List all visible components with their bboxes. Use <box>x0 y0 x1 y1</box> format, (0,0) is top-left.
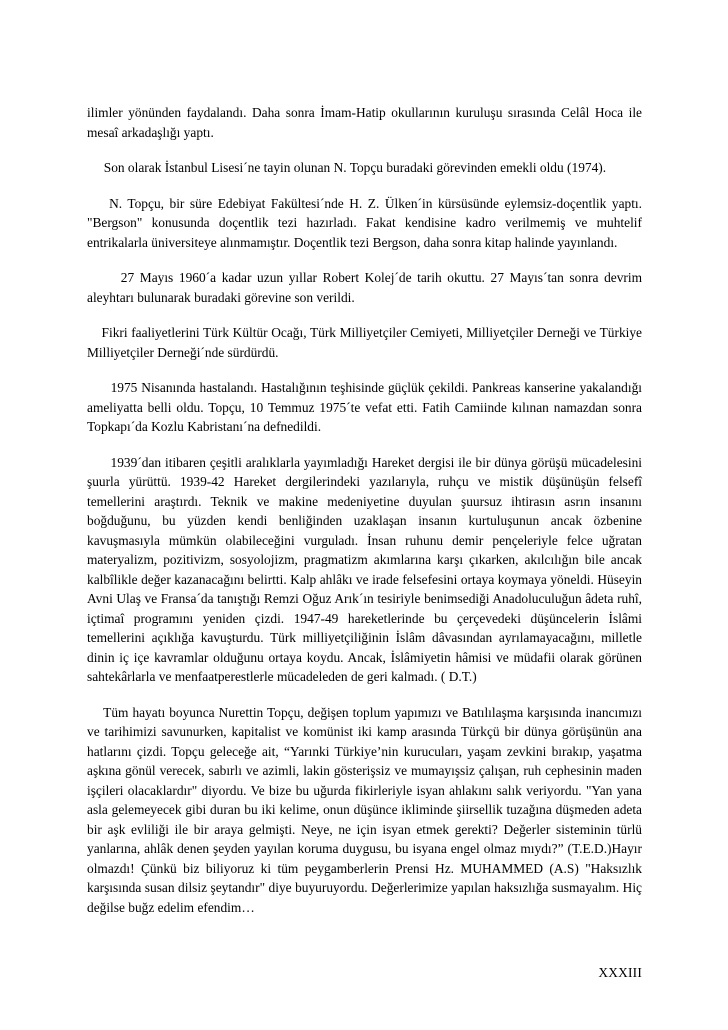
paragraph-spacer <box>87 252 642 268</box>
paragraph-8: Tüm hayatı boyunca Nurettin Topçu, değişen toplum yapımızı ve Batılılaşma karşısında inancımızı ve tarihimizi savunurken, kapitalist ve komünist iki kamp arasında Türkçü bir dünya görüşünün ana hatlarını çizdi. Topçu geleceğe ait, “Yarınki Türkiye’nin kurucuları, yaşam zevkini bırakıp, yaşatma aşkına gönül verecek, sabırlı ve azimli, lakin gösterişsiz ve mumayışsiz çalışan, ruh cephesinin maden işçileri olacaklardır" diyordu. Ve bize bu uğurda fikirleriyle isyan ahlakını salık veriyordu. "Yan yana asla gelemeyecek gibi duran bu iki kelime, onun düşünce ikliminde şiirsellik tuzağına düşmeden adeta bir aşk evliliği ile bir araya gelmişti. Neye, ne için isyan etmek gerekti? Değerler sisteminin türlü yanlarına, ahlâk denen şeyden yayılan koruma duygusu, bu isyana engel olmaz mıydı?” (T.E.D.)Hayır olmazdı! Çünkü biz biliyoruz ki tüm peygamberlerin Prensi Hz. MUHAMMED (A.S) "Haksızlık karşısında susan dilsiz şeytandır" diye buyuruyordu. Değerlerimize yapılan haksızlığa susmayalım. Hiç değilse buğz edelim efendim… <box>87 704 646 915</box>
paragraph-1: ilimler yönünden faydalandı. Daha sonra İmam-Hatip okullarının kuruluşu sırasında Celâl Hoca ile mesaî arkadaşlığı yaptı. <box>87 105 646 140</box>
paragraph-6: 1975 Nisanında hastalandı. Hastalığının teşhisinde güçlük çekildi. Pankreas kanserine yakalandığı ameliyatta belli oldu. Topçu, 10 Temmuz 1975´te vefat etti. Fatih Camiinde kılınan namazdan sonra Topkapı´da Kozlu Kabristanı´na defnedildi. <box>87 380 646 434</box>
paragraph-spacer <box>87 437 642 453</box>
paragraph-spacer <box>87 142 642 158</box>
paragraph-5: Fikri faaliyetlerini Türk Kültür Ocağı, Türk Milliyetçiler Cemiyeti, Milliyetçiler Derneği ve Türkiye Milliyetçiler Derneği´nde sürdürdü. <box>87 325 646 360</box>
paragraph-spacer <box>87 307 642 323</box>
paragraph-7: 1939´dan itibaren çeşitli aralıklarla yayımladığı Hareket dergisi ile bir dünya görüşü mücadelesini şuurla yürüttü. 1939-42 Hareket dergilerindeki yazılarıyla, ruhçu ve mistik düşünüşün felsefî temellerini araştırdı. Teknik ve makine medeniyetine duyulan şuursuz ihtirasın asrın insanını boğduğunu, bu yüzden kendi benliğinden uzaklaşan insanın kurtuluşunun ancak özbenine kavuşmasıyla mümkün olabileceğini vurguladı. İnsan ruhunu demir pençeleriyle felce uğratan materyalizm, pozitivizm, sosyolojizm, pragmatizm akımlarına karşı çıkarken, akılcılığın bile ancak kalbîlikle değer kazanacağını belirtti. Kalp ahlâkı ve irade felsefesini ortaya koymaya yöneldi. Hüseyin Avni Ulaş ve Fransa´da tanıştığı Remzi Oğuz Arık´ın tesiriyle benimsediği Anadoluculuğun âdeta ruhî, içtimaî programını yeniden çizdi. 1947-49 hareketlerinde bu çerçevedeki düşüncelerin İslâmi temellerini açıklığa kavuşturdu. Türk milliyetçiliğinin İslâm dâvasından ayrılamayacağını, milletle dinin iç içe kavramlar olduğunu ortaya koydu. Ancak, İslâmiyetin hâmisi ve müdafii olarak görünen sahtekârlarla ve menfaatperestlerle mücadeleden de geri kalmadı. ( D.T.) <box>87 454 646 684</box>
paragraph-spacer <box>87 362 642 378</box>
page-body <box>87 103 646 917</box>
page-number: XXXIII <box>598 965 642 980</box>
paragraph-4: 27 Mayıs 1960´a kadar uzun yıllar Robert Kolej´de tarih okuttu. 27 Mayıs´tan sonra devrim aleyhtarı bulunarak buradaki görevine son verildi. <box>87 270 646 305</box>
paragraph-2: Son olarak İstanbul Lisesi´ne tayin olunan N. Topçu buradaki görevinden emekli oldu (1974). <box>87 160 607 175</box>
paragraph-spacer <box>87 687 642 703</box>
paragraph-3: N. Topçu, bir süre Edebiyat Fakültesi´nde H. Z. Ülken´in kürsüsünde eylemsiz-doçentlik yaptı. "Bergson" konusunda doçentlik tezi hazırladı. Fakat kendisine kadro verilmemiş ve muhtelif entrikalarla üniversiteye alınmamıştır. Doçentlik tezi Bergson, daha sonra kitap halinde yayınlandı. <box>87 195 646 250</box>
paragraph-spacer <box>87 178 642 194</box>
